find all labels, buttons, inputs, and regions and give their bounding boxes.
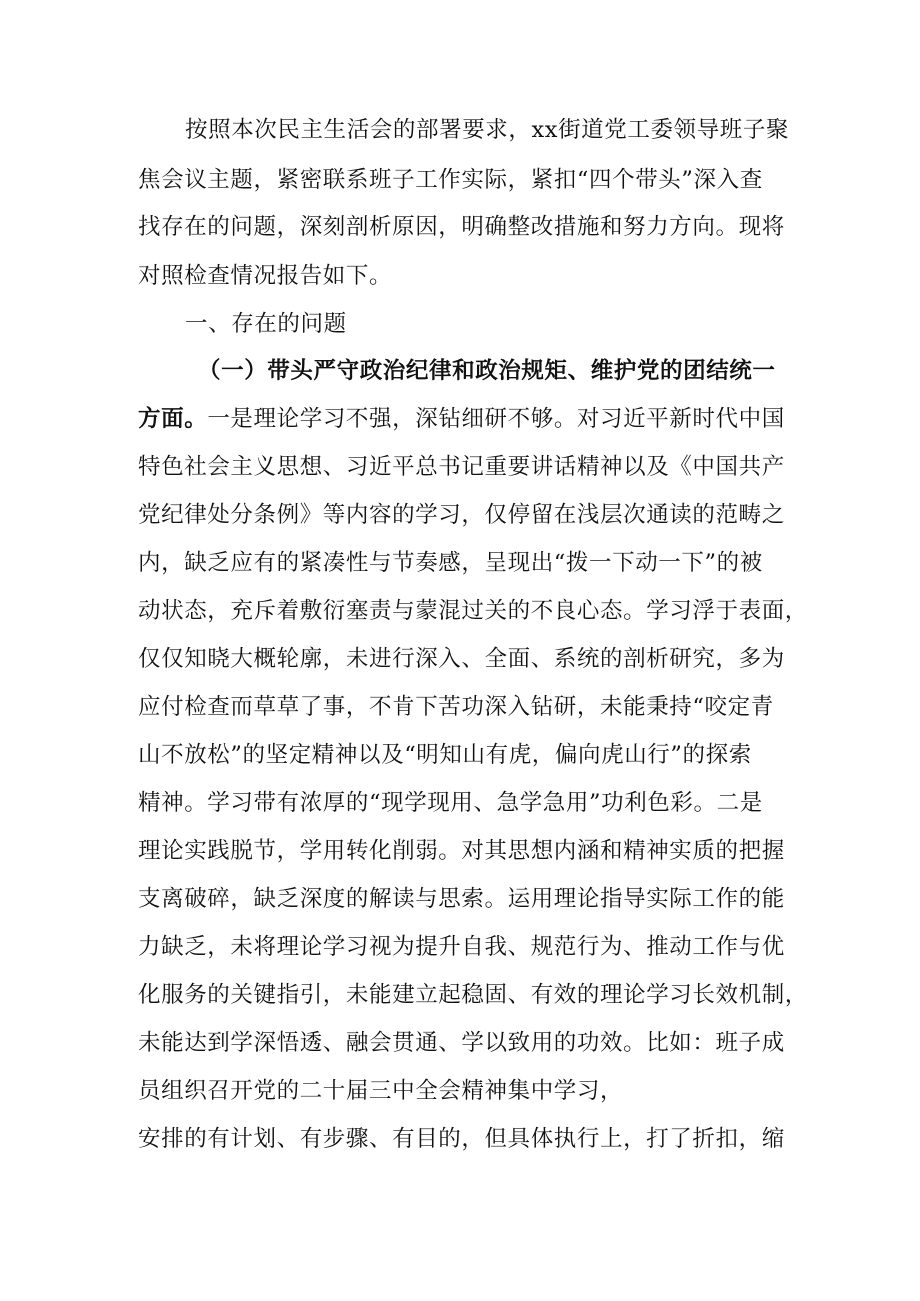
- body-line-2: 党纪律处分条例》等内容的学习，仅停留在浅层次通读的范畴之: [138, 502, 785, 528]
- subsection-heading-end: 方面。: [138, 406, 208, 432]
- body-line-intro: 一是理论学习不强，深钻细研不够。对习近平新时代中国: [207, 406, 785, 432]
- subsection-heading-line-1: （一）带头严守政治纪律和政治规矩、维护党的团结统一: [198, 358, 776, 384]
- intro-line-1: 按照本次民主生活会的部署要求，xx街道党工委领导班子聚: [185, 117, 790, 143]
- section-heading: 一、存在的问题: [185, 311, 347, 337]
- intro-line-4: 对照检查情况报告如下。: [138, 263, 393, 289]
- body-line-7: 山不放松”的坚定精神以及“明知山有虎，偏向虎山行”的探索: [138, 742, 752, 768]
- body-line-14: 员组织召开党的二十届三中全会精神集中学习，: [138, 1078, 624, 1104]
- body-line-12: 化服务的关键指引，未能建立起稳固、有效的理论学习长效机制，: [138, 982, 808, 1008]
- body-line-10: 支离破碎，缺乏深度的解读与思索。运用理论指导实际工作的能: [138, 886, 785, 912]
- body-line-4: 动状态，充斥着敷衍塞责与蒙混过关的不良心态。学习浮于表面，: [138, 598, 808, 624]
- intro-line-3: 找存在的问题，深刻剖析原因，明确整改措施和努力方向。现将: [138, 214, 785, 240]
- body-line-1: 特色社会主义思想、习近平总书记重要讲话精神以及《中国共产: [138, 454, 785, 480]
- body-line-5: 仅仅知晓大概轮廓，未进行深入、全面、系统的剖析研究，多为: [138, 646, 785, 672]
- body-line-11: 力缺乏，未将理论学习视为提升自我、规范行为、推动工作与优: [138, 934, 785, 960]
- body-line-3: 内，缺乏应有的紧凑性与节奏感，呈现出“拨一下动一下”的被: [138, 550, 763, 576]
- intro-line-2: 焦会议主题，紧密联系班子工作实际，紧扣“四个带头”深入查: [138, 167, 763, 193]
- body-line-9: 理论实践脱节，学用转化削弱。对其思想内涵和精神实质的把握: [138, 838, 785, 864]
- body-line-15: 安排的有计划、有步骤、有目的，但具体执行上，打了折扣，缩: [138, 1126, 785, 1152]
- body-line-6: 应付检查而草草了事，不肯下苦功深入钻研，未能秉持“咬定青: [138, 694, 774, 720]
- subsection-heading-line-2: [138, 404, 788, 434]
- body-line-8: 精神。学习带有浓厚的“现学现用、急学急用”功利色彩。二是: [138, 790, 763, 816]
- body-line-13: 未能达到学深悟透、融会贯通、学以致用的功效。比如：班子成: [138, 1030, 785, 1056]
